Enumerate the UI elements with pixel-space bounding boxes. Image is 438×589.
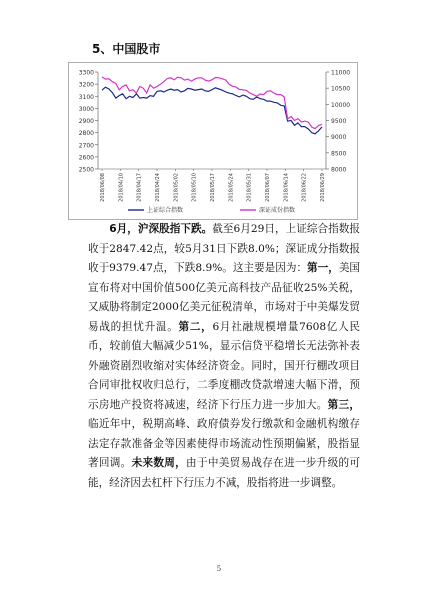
section-heading: 5、中国股市 [92,42,161,56]
x-axis-tick-label: 2018/05/24 [228,173,235,202]
x-axis-tick-label: 2018/04/10 [118,173,125,202]
analysis-paragraph [88,220,360,493]
x-axis-tick-label: 2018/06/29 [320,173,326,202]
point-second-label: 第二， [178,320,213,333]
paragraph-text-1: 截至6月29日，上证综合指数报收于2847.42点，较5月31日下跌8.0%；深证成分指数报收于9379.47点，下跌8.9%。这主要是因为： [88,223,360,274]
left-axis-tick-label: 2600 [78,154,94,162]
outlook-label: 未来数周， [131,457,187,469]
x-axis-tick-label: 2018/06/07 [265,173,271,202]
right-axis-tick-label: 9000 [331,134,347,142]
legend-label-1: 深证成份指数 [259,207,296,214]
right-axis-tick-label: 8000 [331,166,347,174]
x-axis-tick-label: 2018/05/02 [173,173,180,202]
x-axis-tick-label: 2018/06/08 [100,173,106,202]
paragraph-body [88,220,360,493]
stock-index-chart [68,62,358,220]
x-axis-tick-label: 2018/04/24 [155,173,161,202]
left-axis-tick-label: 3200 [78,81,94,89]
series-line-shanghai [102,87,322,134]
legend-label-0: 上证综合指数 [147,207,184,214]
paragraph-text-5: 由于中美贸易战存在进一步升级的可能，经济因去杠杆下行压力不减，股指将进一步调整。 [88,457,361,489]
x-axis-tick-label: 2018/05/31 [246,173,253,202]
right-axis-tick-label: 11000 [331,69,351,77]
paragraph-text-2: 美国宣布将对中国价值500亿美元高科技产品征收25%关税，又威胁将制定2000亿美元征税清单，市场对于中美爆发贸易战的担忧升温。 [88,262,361,333]
right-axis-tick-label: 9500 [331,118,347,125]
left-axis-tick-label: 3100 [78,93,94,101]
x-axis-tick-label: 2018/05/17 [210,173,216,202]
left-axis-tick-label: 3000 [78,105,94,113]
right-axis-tick-label: 10000 [331,101,351,109]
left-axis-tick-label: 2700 [78,142,94,150]
point-third-label: 第三， [327,398,361,411]
page-number: 5 [216,565,222,573]
x-axis-tick-label: 2018/05/10 [191,173,198,202]
x-axis-tick-label: 2018/06/22 [301,173,308,202]
lead-sentence: 6月，沪深股指下跌。 [109,223,213,235]
left-axis-tick-label: 3300 [78,69,94,77]
chart-svg [68,62,358,220]
point-first-label: 第一， [307,262,339,274]
right-axis-tick-label: 10500 [331,85,351,93]
left-axis-tick-label: 2800 [78,130,94,138]
left-axis-tick-label: 2500 [78,166,94,174]
x-axis-tick-label: 2018/06/14 [283,173,290,202]
paragraph-text-4: 临近年中，税期高峰、政府债券发行缴款和金融机构缴存法定存款准备金等因素使得市场流动性预期偏紧，股指显著回调。 [88,418,360,469]
right-axis-tick-label: 8500 [331,150,347,158]
left-axis-tick-label: 2900 [78,118,94,125]
paragraph-text-3: 6月社融规模增量7608亿人民币，较前值大幅减少51%，显示信贷平稳增长无法弥补表外融资剧烈收缩对实体经济资金。同时，国开行棚改项目合同审批权收归总行，二季度棚改贷款增速大幅下滑，预示房地产投资将减速，经济下行压力进一步加大。 [88,320,361,411]
x-axis-tick-label: 2018/04/17 [136,173,143,202]
